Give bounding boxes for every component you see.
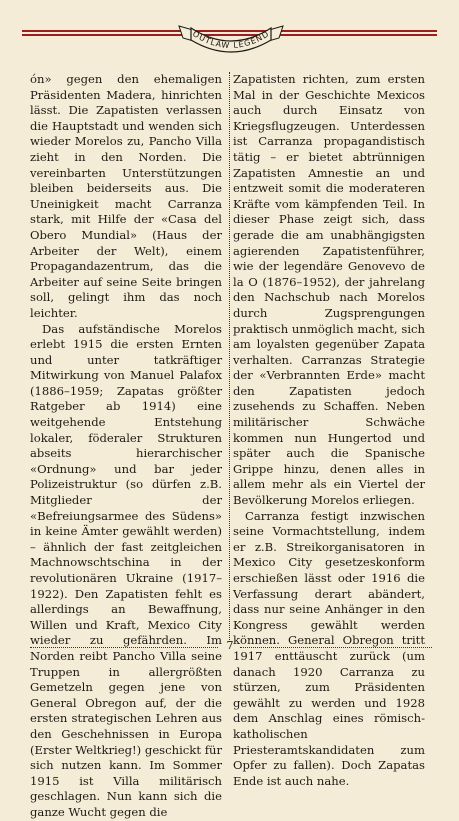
paragraph: Das aufständische Morelos erlebt 1915 die ersten Ernten und unter tatkräftiger Mitwirkung von Manuel Palafox (1886–1959; Zapatas größter Ratgeber ab 1914) eine weitgehende Entstehung lokaler, föderaler Strukturen abseits hierarchischer «Ordnung» und bar jeder Polizeistruktur (so dürfen z.B. Mitglieder der «Befreiungsarmee des Südens» in keine Ämter gewählt werden) – ähnlich der fast zeitgleichen Machnowschtschina in der revolutionären Ukraine (1917–1922). Den Zapatisten fehlt es allerdings an Bewaffnung, Willen und Kraft, Mexico City wieder zu gefährden. Im Norden reibt Pancho Villa seine Truppen in allergrößten Gemetzeln gegen jene von General Obregon auf, der die ersten strategischen Lehren aus den Geschehnissen in Europa (Erster Weltkrieg!) geschickt für sich nutzen kann. Im Sommer 1915 ist Villa militärisch geschlagen. Nun kann sich die ganze Wucht gegen die (30, 321, 222, 819)
paragraph: Zapatisten richten, zum ersten Mal in der Geschichte Mexicos auch durch Einsatz von Kriegsflugzeugen. Unterdessen ist Carranza propagandistisch tätig – er bietet abtrünnigen Zapatisten Amnestie an und entzweit somit die moderateren Kräfte vom kämpfenden Teil. In dieser Phase zeigt sich, dass gerade die am unabhängigsten agierenden Zapatistenführer, wie der legendäre Genovevo de la O (1876–1952), der jahrelang den Nachschub nach Morelos durch Zugsprengungen praktisch unmöglich macht, sich am loyalsten gegenüber Zapata verhalten. Carranzas Strategie der «Verbrannten Erde» macht den Zapatisten jedoch zusehends zu Schaffen. Neben militärischer Schwäche kommen nun Hungertod und später auch die Spanische Grippe hinzu, denen alles in allem mehr als ein Viertel der Bevölkerung Morelos erliegen. (233, 72, 425, 508)
paragraph: Carranza festigt inzwischen seine Vormachtstellung, indem er z.B. Streikorganisatoren in Mexico City gesetzeskonform erschießen lässt oder 1916 die Verfassung derart abändert, dass nur seine Anhänger in den Kongress gewählt werden können. General Obregon tritt 1917 enttäuscht zurück (um danach 1920 Carranza zu stürzen, zum Präsidenten gewählt zu werden und 1928 dem Anschlag eines römisch-katholischen Priesteramtskandidaten zum Opfer zu fallen). Doch Zapatas Ende ist auch nahe. (233, 508, 425, 788)
outlaw-legend-banner-logo (175, 12, 287, 58)
right-column (233, 72, 425, 789)
footer-rule (30, 647, 218, 648)
column-divider (229, 72, 230, 642)
footer-rule (240, 647, 432, 648)
left-column (30, 72, 222, 821)
page-number: 7 (226, 639, 234, 652)
banner-text: OUTLAW LEGEND (190, 29, 272, 51)
paragraph: ón» gegen den ehemaligen Präsidenten Madera, hinrichten lässt. Die Zapatisten verlassen die Hauptstadt und wenden sich wieder Morelos zu, Pancho Villa zieht in den Norden. Die vereinbarten Unterstützungen bleiben beiderseits aus. Die Uneinigkeit macht Carranza stark, mit Hilfe der «Casa del Obero Mundial» (Haus der Arbeiter der Welt), einem Propagandazentrum, das die Arbeiter auf seine Seite bringen soll, gelingt ihm das noch leichter. (30, 72, 222, 320)
